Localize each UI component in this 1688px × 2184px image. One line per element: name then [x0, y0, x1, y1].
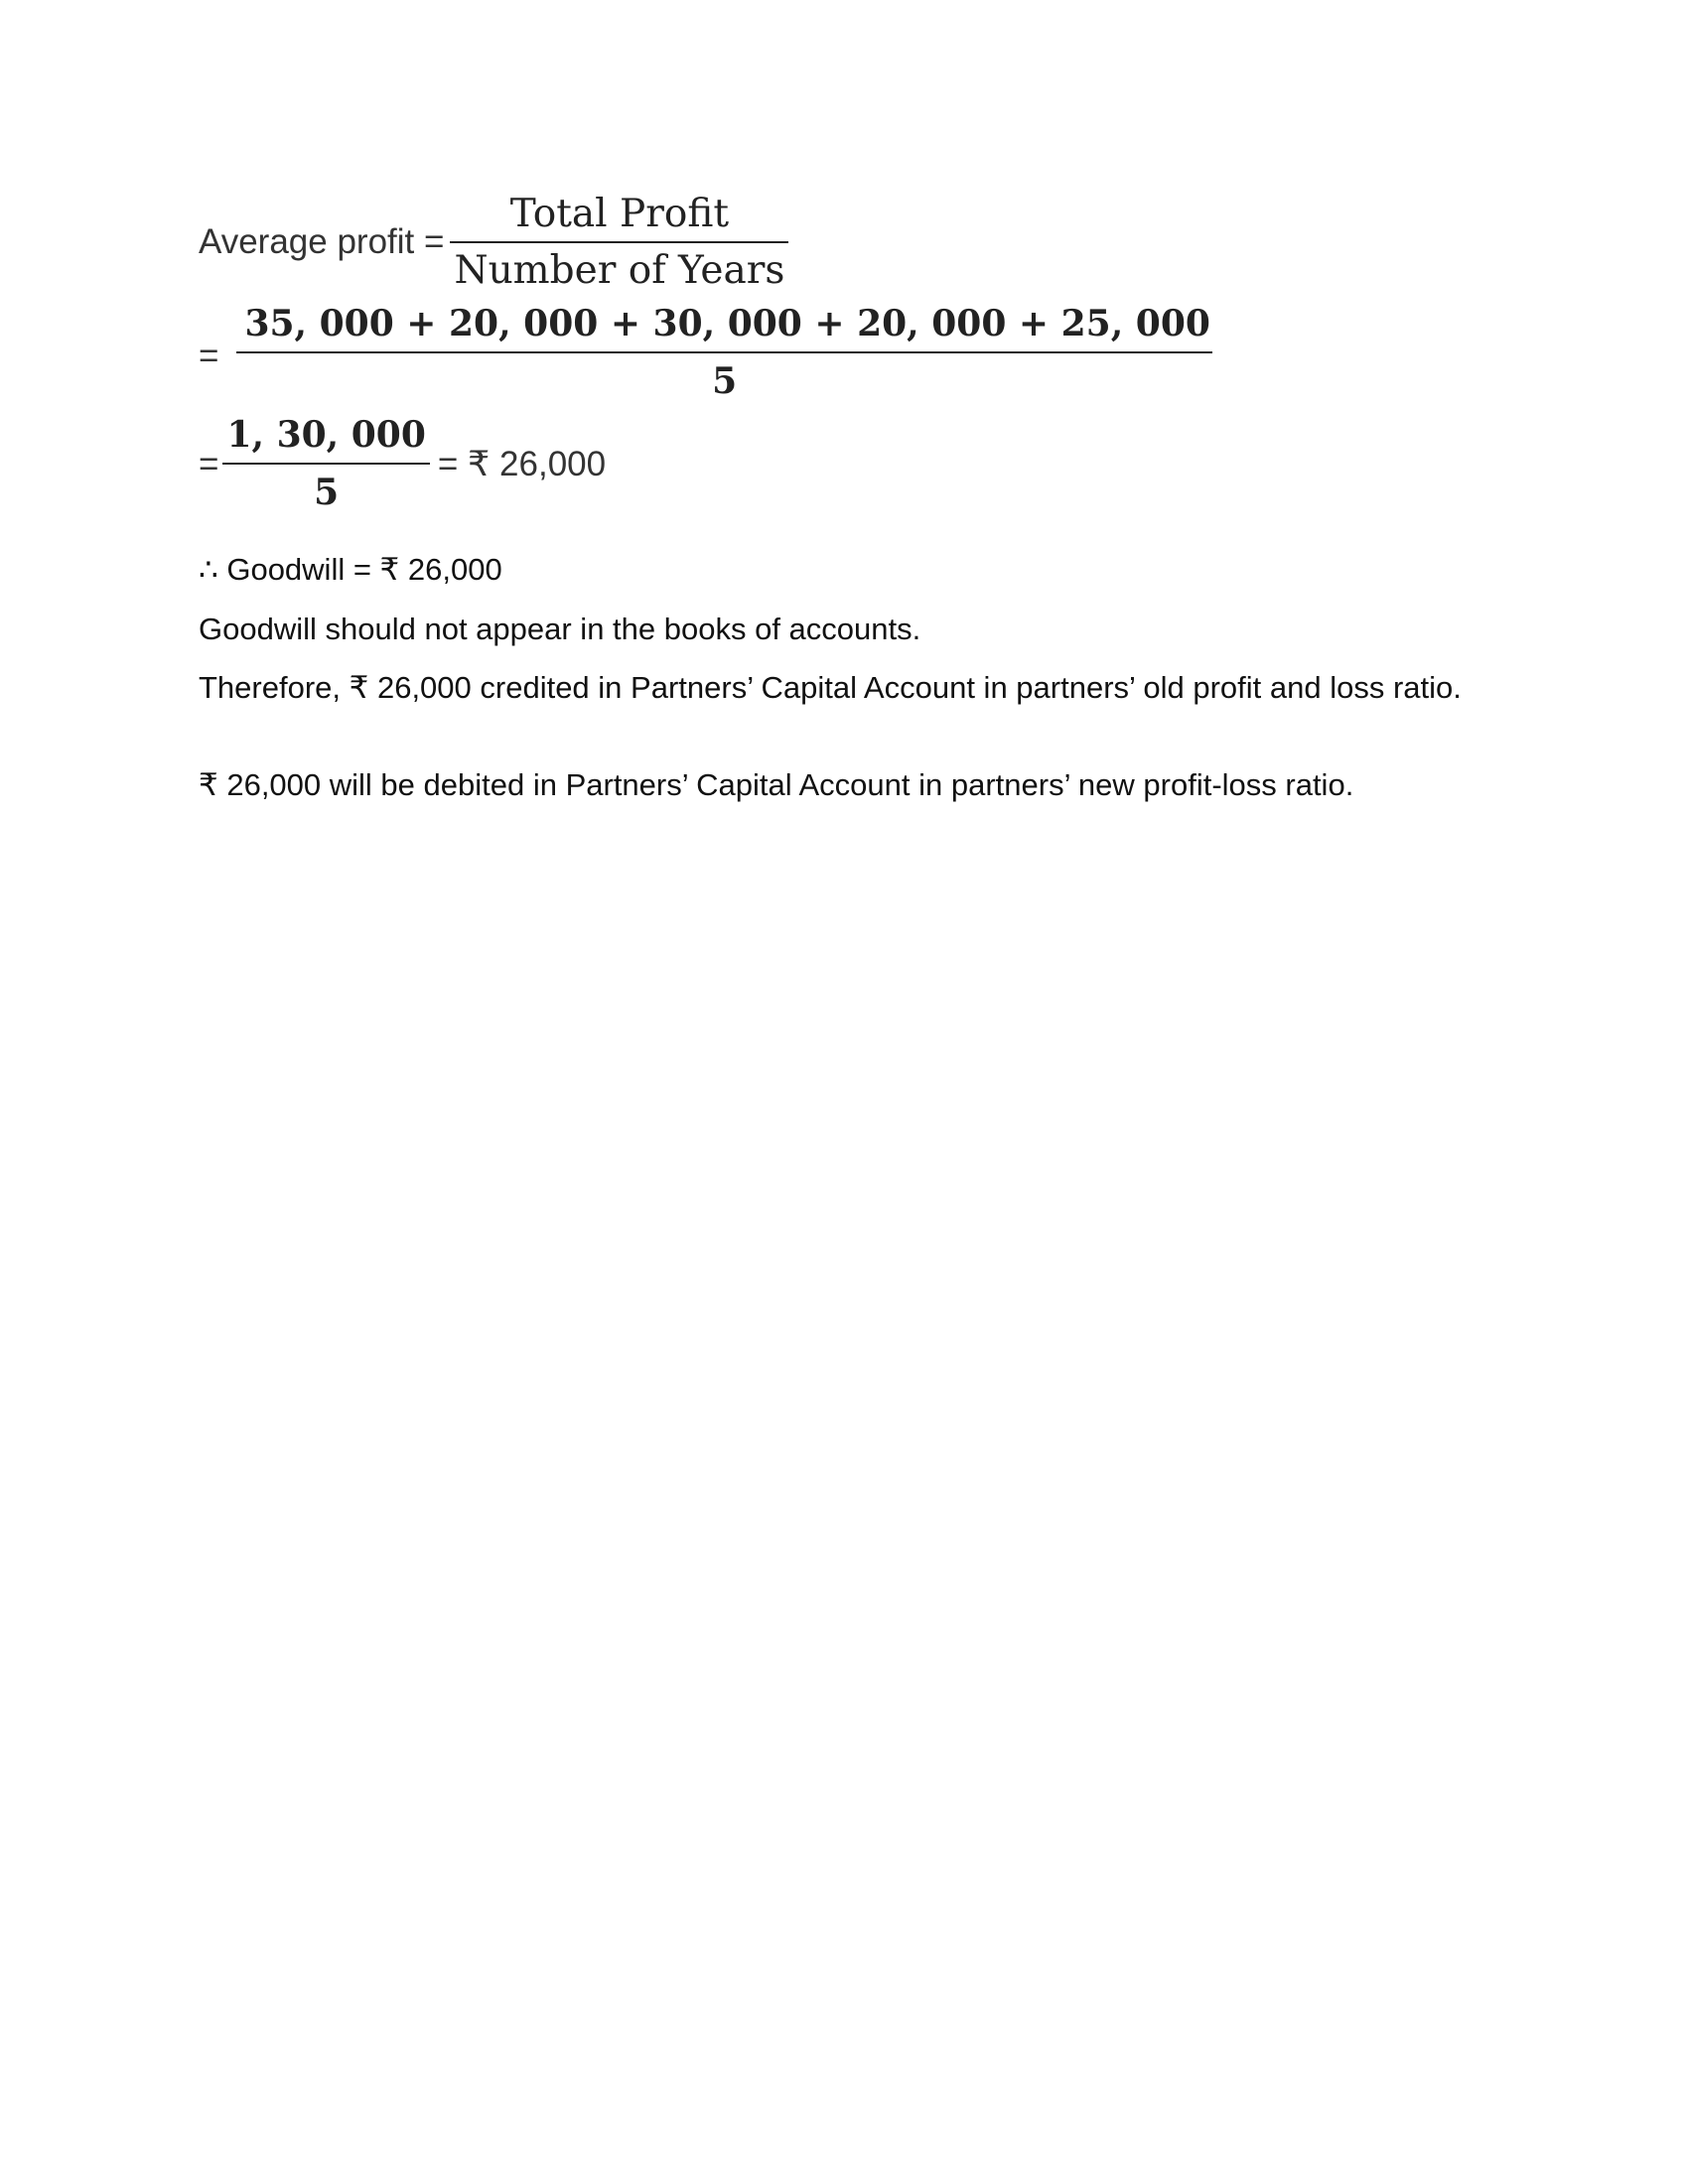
- sum-fraction: [236, 303, 1211, 402]
- formula-fraction: [450, 192, 788, 293]
- fraction-numerator: Total Profit: [509, 192, 730, 236]
- goodwill-not-appear-text: Goodwill should not appear in the books of accounts.: [199, 612, 921, 646]
- fraction-denominator: Number of Years: [454, 248, 785, 293]
- average-profit-label: Average profit =: [199, 222, 445, 261]
- sum-of-profits-equation: [199, 303, 1212, 402]
- result-fraction: [222, 414, 429, 513]
- result-numerator: 1, 30, 000: [226, 414, 426, 456]
- goodwill-credited-text: Therefore, ₹ 26,000 credited in Partners’ Capital Account in partners’ old profit and loss ratio.: [199, 670, 1462, 705]
- average-profit-result: = ₹ 26,000: [437, 445, 607, 483]
- result-denominator: 5: [314, 472, 340, 513]
- equals-sign: =: [199, 337, 219, 375]
- sum-denominator: 5: [712, 360, 738, 402]
- average-result-equation: [199, 414, 607, 513]
- sum-numerator: 35, 000 + 20, 000 + 30, 000 + 20, 000 + 25, 000: [244, 303, 1210, 344]
- equals-sign: =: [199, 445, 219, 483]
- goodwill-result-text: ∴ Goodwill = ₹ 26,000: [199, 552, 502, 587]
- goodwill-debited-text: ₹ 26,000 will be debited in Partners’ Capital Account in partners’ new profit-loss ratio.: [199, 767, 1354, 802]
- average-profit-formula: [199, 192, 788, 293]
